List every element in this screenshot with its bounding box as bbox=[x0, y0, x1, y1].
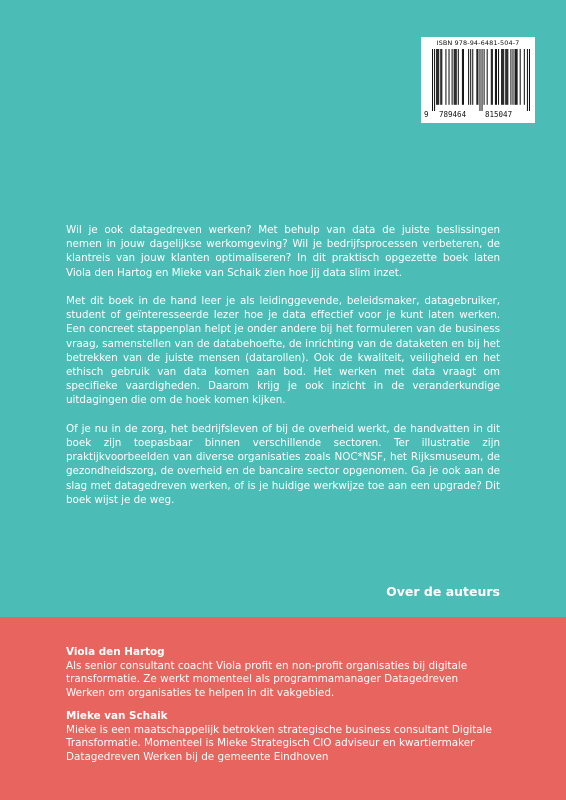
barcode-digit-first: 9 bbox=[424, 110, 429, 119]
barcode-bar bbox=[510, 49, 511, 105]
barcode-bar bbox=[434, 49, 435, 111]
barcode-bar bbox=[502, 49, 503, 105]
back-cover-blurb bbox=[66, 223, 500, 521]
blurb-paragraph-3: Of je nu in de zorg, het bedrijfsleven of bij de overheid werkt, de handvatten in dit boek zijn toepasbaar binnen verschillende sectoren. Ter illustratie zijn praktijkvoorbeelden van diverse organisaties zoals NOC*NSF, het Rijksmuseum, de gezondheidszorg, de overheid en de bancaire sector opgenomen. Ga je ook aan de slag met datagedreven werken, of is je huidige werkwijze toe aan een upgrade? Dit boek wijst je de weg. bbox=[66, 422, 500, 506]
author-mieke bbox=[66, 710, 500, 764]
barcode-bar bbox=[432, 49, 433, 111]
barcode-bar bbox=[449, 49, 450, 105]
barcode-bar bbox=[441, 49, 442, 105]
barcode-bar bbox=[527, 49, 528, 111]
barcode-bar bbox=[458, 49, 459, 105]
barcode-bar bbox=[529, 49, 530, 111]
barcode-bar bbox=[501, 49, 502, 105]
lower-coral-panel bbox=[0, 617, 566, 800]
barcode-bar bbox=[477, 49, 478, 105]
blurb-paragraph-1: Wil je ook datagedreven werken? Met behulp van data de juiste beslissingen nemen in jouw dagelijkse werkomgeving? Wil je bedrijfsprocessen verbeteren, de klantreis van jouw klanten optimaliseren? In dit praktisch opgezette boek laten Viola den Hartog en Mieke van Schaik zien hoe jij data slim inzet. bbox=[66, 224, 500, 279]
barcode-bar bbox=[455, 49, 456, 105]
barcode-bar bbox=[496, 49, 497, 105]
barcode-bar bbox=[472, 49, 473, 105]
author-bio: Mieke is een maatschappelijk betrokken strategische business consultant Digitale Transformatie. Momenteel is Mieke Strategisch CIO adviseur en kwartiermaker Datagedreven Werken bij de gemeente Eindhoven bbox=[66, 723, 492, 763]
barcode-bar bbox=[516, 49, 517, 105]
barcode-bar bbox=[524, 49, 525, 105]
barcode-bar bbox=[515, 49, 516, 105]
author-bio: Als senior consultant coacht Viola profit en non-profit organisaties bij digitale transformatie. Ze werkt momenteel als programmamanager Datagedreven Werken om organisaties te helpen in dit vakgebied. bbox=[66, 659, 468, 699]
barcode-bar bbox=[506, 49, 507, 105]
barcode-bar bbox=[436, 49, 437, 105]
barcode-bar bbox=[468, 49, 469, 105]
isbn-label: ISBN 978-94-6481-504-7 bbox=[436, 39, 520, 47]
barcode-bar bbox=[484, 49, 485, 105]
barcode-bar bbox=[452, 49, 453, 105]
barcode-bar bbox=[470, 49, 471, 105]
author-name: Viola den Hartog bbox=[66, 646, 165, 658]
barcode-bar bbox=[438, 49, 439, 105]
barcode-bar bbox=[503, 49, 504, 105]
isbn-barcode bbox=[421, 37, 535, 123]
barcode-digits-right: 815047 bbox=[485, 110, 513, 119]
barcode-bar bbox=[491, 49, 492, 105]
barcode-bar bbox=[476, 49, 477, 105]
barcode-bar bbox=[440, 49, 441, 105]
blurb-paragraph-2: Met dit boek in de hand leer je als leidinggevende, beleidsmaker, datagebruiker, student of geïnteresseerde lezer hoe je data effectief voor je kunt laten werken. Een concreet stappenplan helpt je onder andere bij het formuleren van de business vraag, samenstellen van de databehoefte, de inrichting van de dataketen en bij het betrekken van de juiste mensen (datarollen). Ook de kwaliteit, veiligheid en het ethisch gebruik van data komen aan bod. Het werken met data vraagt om specifieke vaardigheden. Daarom krijg je ook inzicht in de veranderkundige uitdagingen die om de hoek komen kijken. bbox=[66, 295, 500, 407]
barcode-bar bbox=[463, 49, 464, 105]
barcode-bar bbox=[520, 49, 521, 105]
barcode-digits-left: 789464 bbox=[439, 110, 467, 119]
authors-heading: Over de auteurs bbox=[386, 584, 500, 599]
barcode-bar bbox=[512, 49, 513, 105]
barcode-bar bbox=[462, 49, 463, 105]
barcode-bar bbox=[456, 49, 457, 105]
barcode-bar bbox=[492, 49, 493, 105]
author-name: Mieke van Schaik bbox=[66, 710, 168, 722]
barcode-bar bbox=[498, 49, 499, 105]
barcode-bar bbox=[482, 49, 483, 111]
barcode-bar bbox=[479, 49, 480, 111]
barcode-bar bbox=[454, 49, 455, 105]
barcode-bars bbox=[432, 49, 530, 111]
barcode-bar bbox=[437, 49, 438, 105]
barcode-bar bbox=[505, 49, 506, 105]
barcode-bar bbox=[517, 49, 518, 105]
barcode-bar bbox=[507, 49, 508, 105]
author-viola bbox=[66, 646, 500, 700]
barcode-bar bbox=[445, 49, 446, 105]
barcode-bar bbox=[495, 49, 496, 105]
barcode-bar bbox=[487, 49, 488, 105]
